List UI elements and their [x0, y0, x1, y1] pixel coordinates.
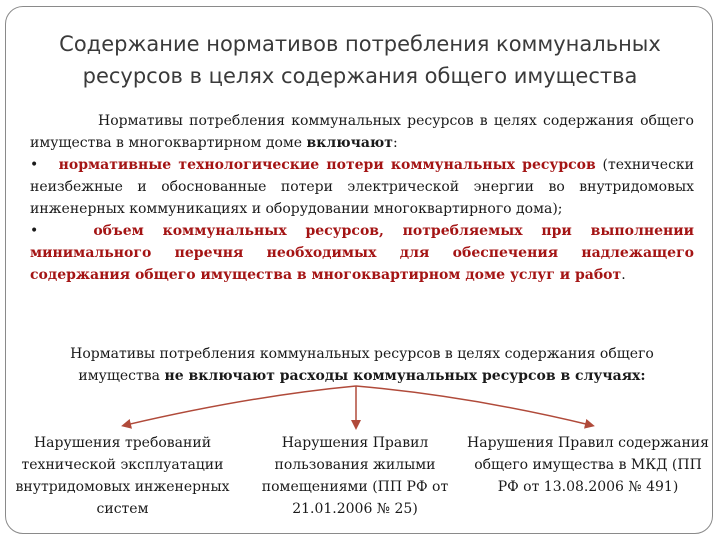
- exclusion-plain: Нормативы потребления коммунальных ресурсов в целях содержания общего имущества: [70, 346, 654, 384]
- slide-title: [0, 28, 720, 92]
- bullet-highlight: нормативные технологические потери коммунальных ресурсов: [58, 157, 596, 173]
- exclusion-bold: не включают расходы коммунальных ресурсов в случаях:: [164, 368, 646, 384]
- case-common-property-rules: Нарушения Правил содержания общего имущества в МКД (ПП РФ от 13.08.2006 № 491): [467, 435, 709, 495]
- bullet-marker: •: [30, 157, 39, 173]
- intro-plain: Нормативы потребления коммунальных ресурсов в целях содержания общего имущества в многоквартирном доме: [30, 113, 694, 151]
- branch-diagram: [0, 382, 720, 432]
- branch-arrow-left: [126, 386, 356, 425]
- branch-arrow-right: [356, 386, 590, 425]
- title-line-2: ресурсов в целях содержания общего имущества: [82, 64, 638, 88]
- intro-text: [30, 110, 694, 154]
- bullet-rest: (технически неизбежные и обоснованные потери электрической энергии во внутридомовых инженерных коммуникациях и оборудовании многоквартирного дома);: [30, 157, 695, 217]
- intro-colon: :: [392, 135, 398, 151]
- bullet-rest: .: [621, 267, 626, 283]
- title-line-1: Содержание нормативов потребления коммунальных: [59, 32, 661, 56]
- exclusion-statement: [30, 343, 694, 387]
- inclusion-paragraph: [30, 110, 694, 286]
- bullet-marker: •: [30, 223, 39, 239]
- bullet-item-volume: [30, 220, 694, 286]
- intro-bold: включают: [306, 135, 393, 151]
- bullet-highlight: объем коммунальных ресурсов, потребляемых при выполнении минимального перечня необходимых для обеспечения надлежащего содержания общего имущества в многоквартирном доме услуг и работ: [30, 223, 694, 283]
- case-technical-operation: Нарушения требований технической эксплуатации внутридомовых инженерных систем: [15, 435, 230, 517]
- case-housing-rules: Нарушения Правил пользования жилыми помещениями (ПП РФ от 21.01.2006 № 25): [261, 435, 449, 517]
- bullet-item-losses: [30, 154, 694, 220]
